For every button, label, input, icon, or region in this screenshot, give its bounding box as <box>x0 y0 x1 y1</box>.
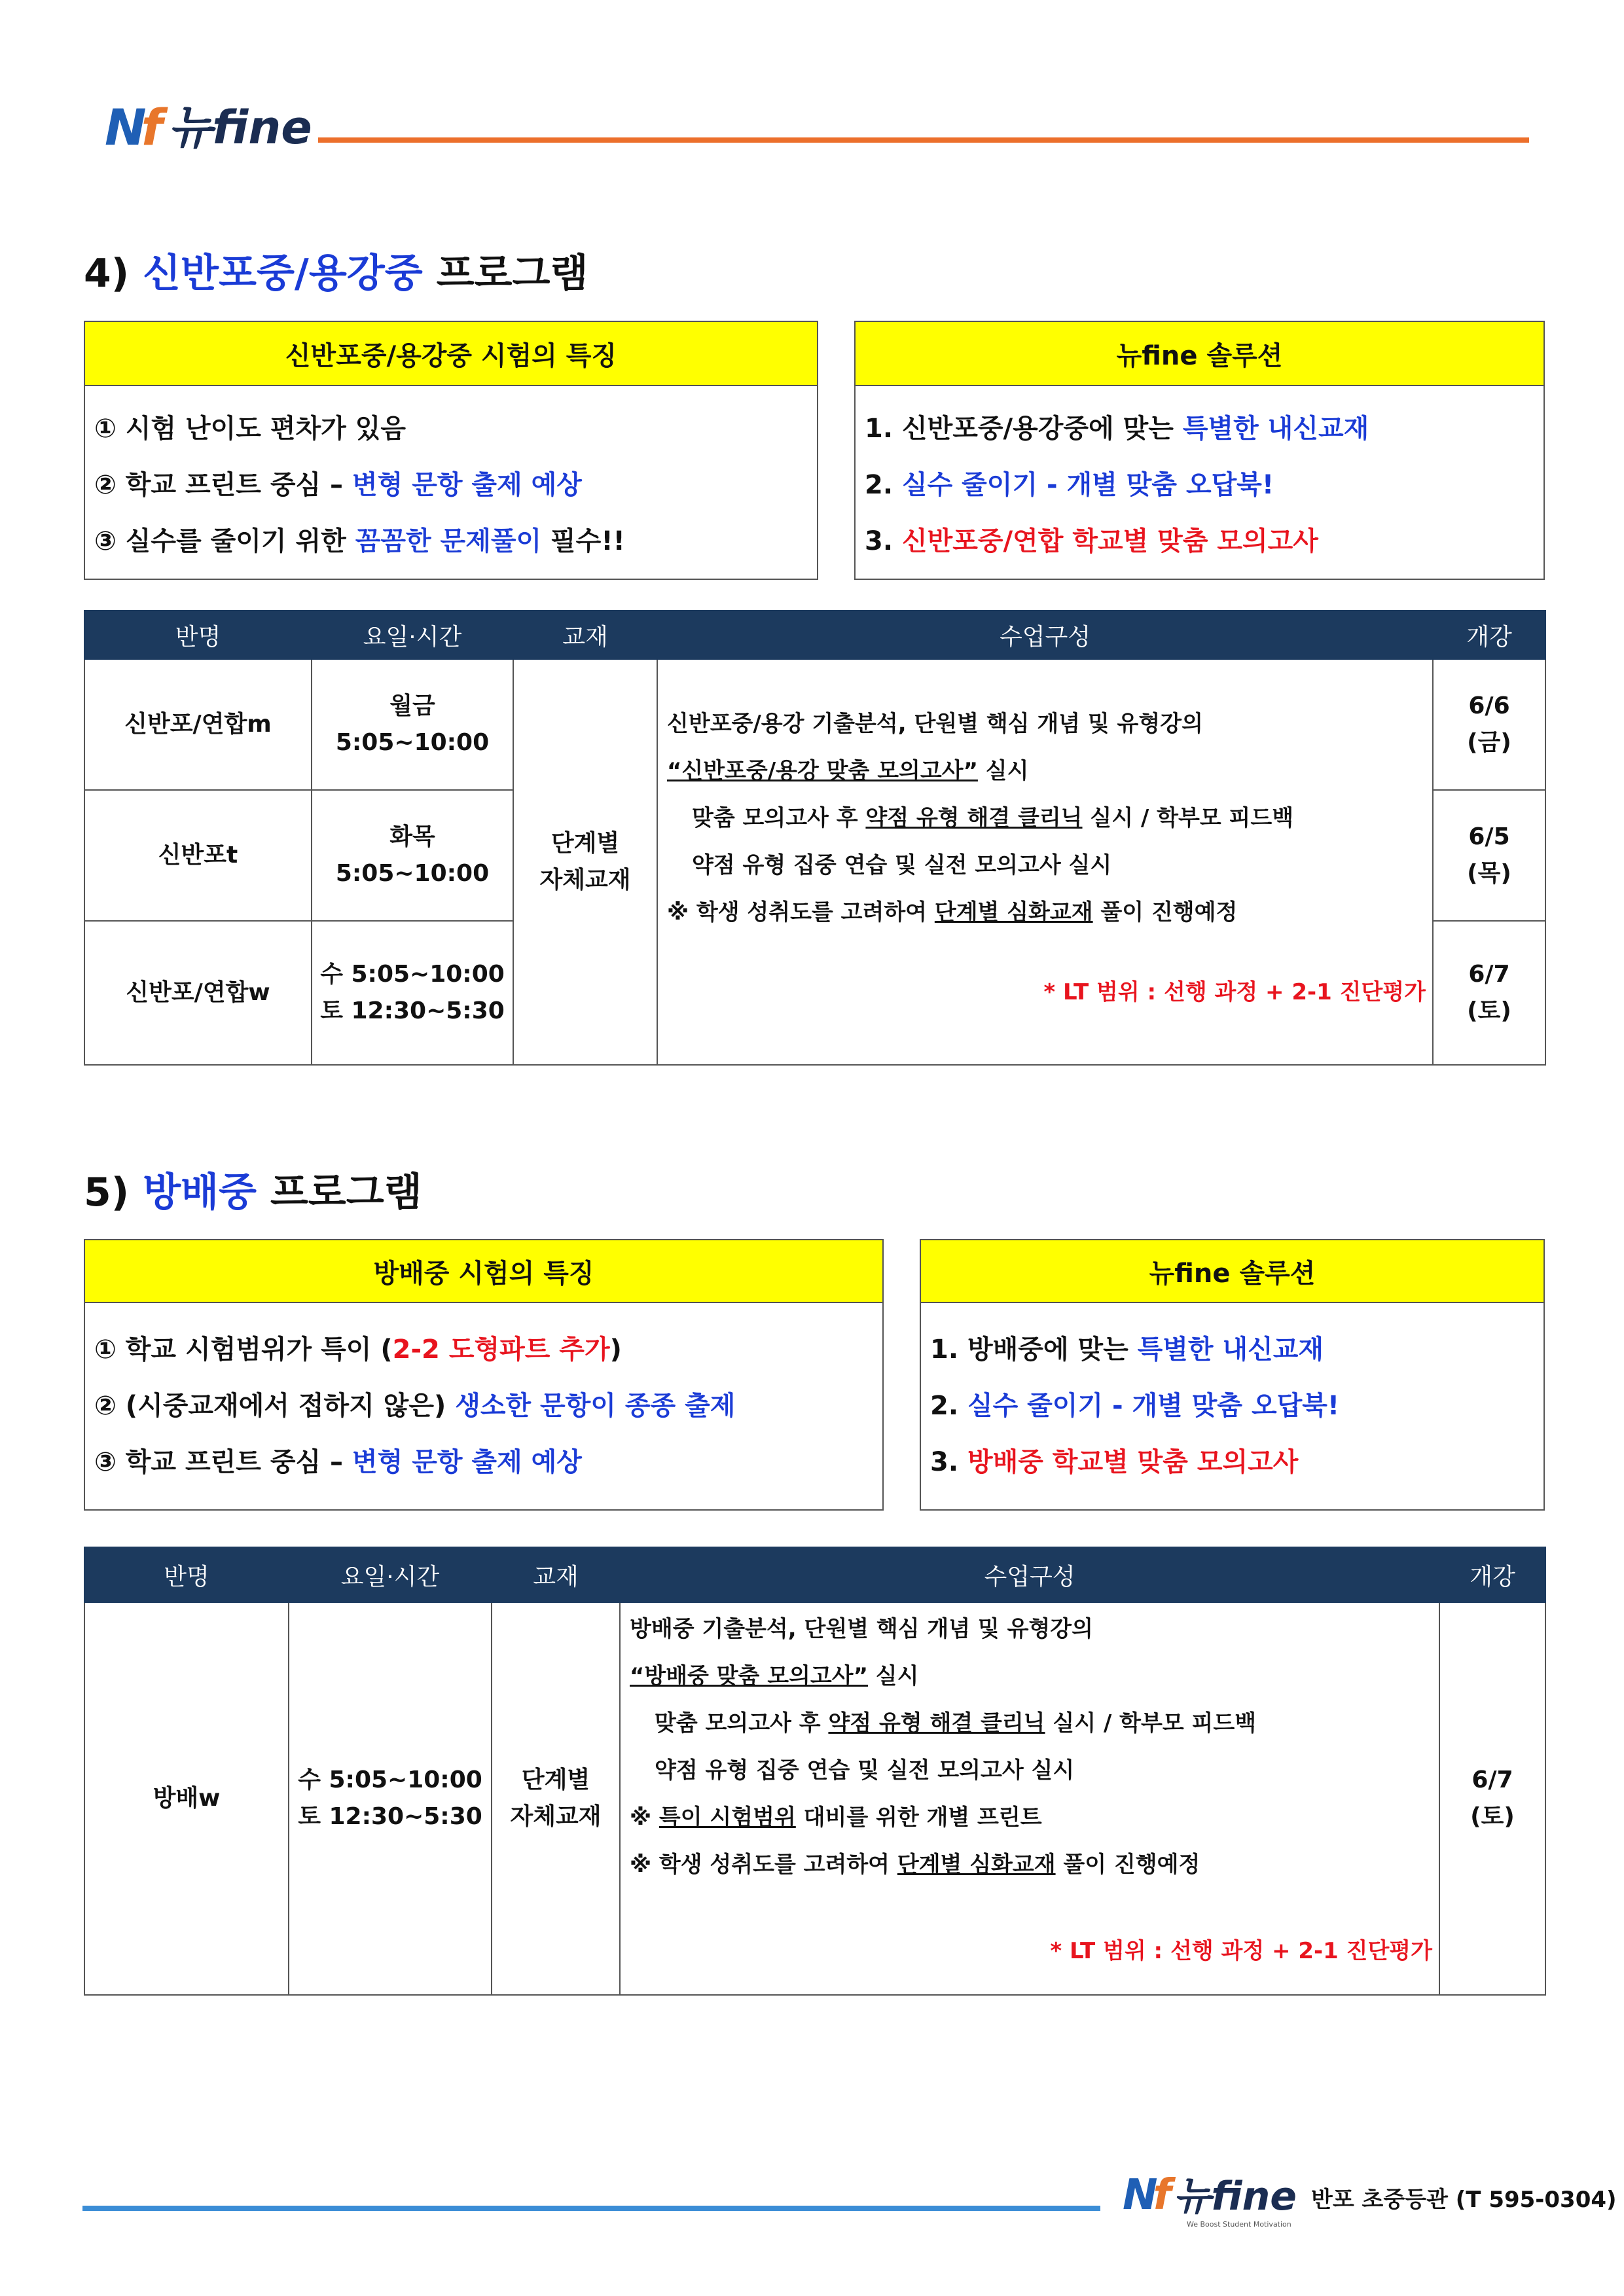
section4-solution-box <box>854 321 1545 580</box>
curriculum-line: “방배중 맞춤 모의고사” 실시 <box>630 1663 919 1689</box>
curriculum-cell <box>620 1602 1439 1995</box>
curriculum-line: 신반포중/용강 기출분석, 단원별 핵심 개념 및 유형강의 <box>667 711 1203 737</box>
feature-line: ② (시중교재에서 접하지 않은) 생소한 문항이 종종 출제 <box>94 1391 736 1421</box>
col-header-start: 개강 <box>1433 611 1545 659</box>
solution-line: 1. 신반포중/용강중에 맞는 특별한 내신교재 <box>865 414 1369 444</box>
footer-brand-mark-icon: Nf <box>1123 2171 1167 2219</box>
curriculum-line: ※ 특이 시험범위 대비를 위한 개별 프린트 <box>630 1804 1042 1831</box>
class-time: 월금 5:05~10:00 <box>312 659 513 790</box>
footer-brand-name: 뉴fine <box>1173 2174 1297 2219</box>
lt-range-note: * LT 범위 : 선행 과정 + 2-1 진단평가 <box>1043 979 1426 1005</box>
section4-features-box <box>84 321 818 580</box>
brand-name: 뉴fine <box>168 101 312 154</box>
curriculum-line: “신반포중/용강 맞춤 모의고사” 실시 <box>667 758 1029 784</box>
table-row <box>84 1602 1545 1995</box>
curriculum-line: 약점 유형 집중 연습 및 실전 모의고사 실시 <box>655 1757 1075 1784</box>
section5-solution-box <box>920 1239 1545 1511</box>
solution-line: 3. 방배중 학교별 맞춤 모의고사 <box>930 1447 1299 1477</box>
class-time: 수 5:05~10:00 토 12:30~5:30 <box>312 921 513 1065</box>
class-name: 신반포/연합m <box>84 659 312 790</box>
open-date: 6/7 (토) <box>1439 1602 1545 1995</box>
brand-logo <box>105 98 312 157</box>
solution-line: 2. 실수 줄이기 - 개별 맞춤 오답북! <box>930 1391 1340 1421</box>
curriculum-line: 맞춤 모의고사 후 약점 유형 해결 클리닉 실시 / 학부모 피드백 <box>655 1710 1257 1736</box>
section5-solution-header: 뉴fine 솔루션 <box>921 1240 1543 1303</box>
col-header-start: 개강 <box>1439 1547 1545 1602</box>
open-date: 6/6 (금) <box>1433 659 1545 790</box>
footer-contact: 반포 초중등관 (T 595-0304) <box>1311 2187 1617 2213</box>
table-header-row <box>84 611 1545 659</box>
brand-mark-icon: Nf <box>105 98 158 156</box>
feature-line: ① 시험 난이도 편차가 있음 <box>94 414 406 444</box>
section5-title: 5) 방배중 프로그램 <box>84 1170 422 1215</box>
curriculum-line: 맞춤 모의고사 후 약점 유형 해결 클리닉 실시 / 학부모 피드백 <box>692 805 1294 831</box>
col-header-content: 수업구성 <box>657 611 1433 659</box>
col-header-class: 반명 <box>84 611 312 659</box>
section5-schedule-table <box>84 1547 1546 1996</box>
section4-title: 4) 신반포중/용강중 프로그램 <box>84 251 588 296</box>
table-row <box>84 659 1545 790</box>
footer <box>1123 2171 1617 2229</box>
curriculum-line: 약점 유형 집중 연습 및 실전 모의고사 실시 <box>692 852 1112 878</box>
footer-divider <box>82 2206 1100 2211</box>
curriculum-cell <box>657 659 1433 1065</box>
open-date: 6/7 (토) <box>1433 921 1545 1065</box>
solution-line: 3. 신반포중/연합 학교별 맞춤 모의고사 <box>865 526 1318 556</box>
col-header-time: 요일·시간 <box>289 1547 492 1602</box>
class-name: 신반포t <box>84 790 312 921</box>
col-header-textbook: 교재 <box>513 611 657 659</box>
open-date: 6/5 (목) <box>1433 790 1545 921</box>
section4-schedule-table <box>84 610 1546 1066</box>
class-time: 수 5:05~10:00 토 12:30~5:30 <box>289 1602 492 1995</box>
class-time: 화목 5:05~10:00 <box>312 790 513 921</box>
textbook-cell: 단계별 자체교재 <box>513 659 657 1065</box>
curriculum-line: ※ 학생 성취도를 고려하여 단계별 심화교재 풀이 진행예정 <box>630 1852 1200 1878</box>
solution-line: 1. 방배중에 맞는 특별한 내신교재 <box>930 1335 1324 1365</box>
col-header-content: 수업구성 <box>620 1547 1439 1602</box>
section4-features-header: 신반포중/용강중 시험의 특징 <box>85 322 817 386</box>
header-divider <box>318 137 1529 143</box>
section4-solution-header: 뉴fine 솔루션 <box>856 322 1543 386</box>
class-name: 신반포/연합w <box>84 921 312 1065</box>
col-header-time: 요일·시간 <box>312 611 513 659</box>
feature-line: ② 학교 프린트 중심 – 변형 문항 출제 예상 <box>94 470 582 500</box>
feature-line: ③ 실수를 줄이기 위한 꼼꼼한 문제풀이 필수!! <box>94 526 625 556</box>
feature-line: ③ 학교 프린트 중심 – 변형 문항 출제 예상 <box>94 1447 582 1477</box>
solution-line: 2. 실수 줄이기 - 개별 맞춤 오답북! <box>865 470 1274 500</box>
class-name: 방배w <box>84 1602 289 1995</box>
section5-features-header: 방배중 시험의 특징 <box>85 1240 882 1303</box>
feature-line: ① 학교 시험범위가 특이 (2-2 도형파트 추가) <box>94 1335 622 1365</box>
col-header-class: 반명 <box>84 1547 289 1602</box>
textbook-cell: 단계별 자체교재 <box>492 1602 620 1995</box>
curriculum-line: 방배중 기출분석, 단원별 핵심 개념 및 유형강의 <box>630 1616 1093 1642</box>
footer-tagline: We Boost Student Motivation <box>1187 2220 1291 2229</box>
section5-features-box <box>84 1239 884 1511</box>
col-header-textbook: 교재 <box>492 1547 620 1602</box>
lt-range-note: * LT 범위 : 선행 과정 + 2-1 진단평가 <box>1050 1938 1432 1964</box>
table-header-row <box>84 1547 1545 1602</box>
curriculum-line: ※ 학생 성취도를 고려하여 단계별 심화교재 풀이 진행예정 <box>667 899 1238 925</box>
